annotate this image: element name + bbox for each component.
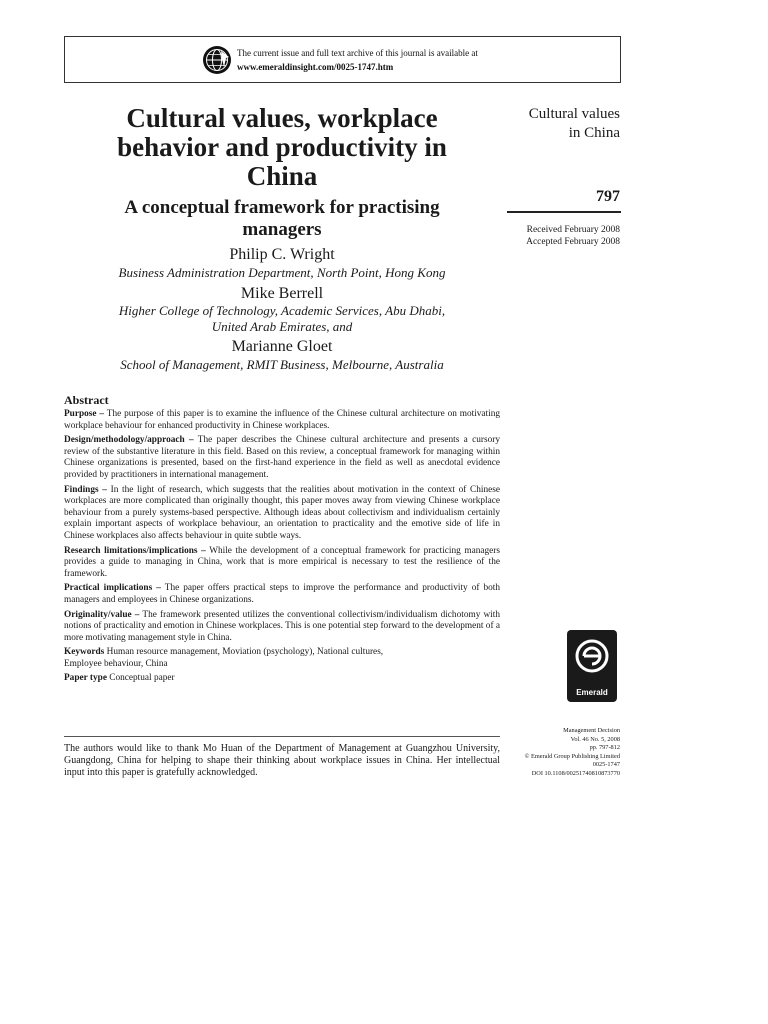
page-number: 797	[596, 188, 620, 205]
running-head-line: in China	[568, 125, 620, 141]
accepted-date: Accepted February 2008	[526, 237, 620, 247]
title-line: behavior and productivity in	[117, 132, 447, 162]
section-text: In the light of research, which suggests that the realities about motivation in the context of Chinese workplaces are more complicated than originally thought, this paper moves away from viewing Chinese workplace behaviour from a purely systems-based perspective. Although ideas about collectivism and individualism certainly explain important aspects of workplace behaviour, an orientation to practicality and the emotive side of life in Chinese workplaces also affects behaviour in quite subtle ways.	[64, 484, 500, 541]
acknowledgement-footnote: The authors would like to thank Mo Huan of the Department of Management at Guangzhou University, Guangdong, China for helping to shape their thinking about workplace issues in China. Her intellectual input into this paper is gratefully acknowledged.	[64, 743, 500, 778]
publisher: © Emerald Group Publishing Limited	[524, 752, 620, 760]
abstract-section	[64, 583, 500, 606]
section-label: Originality/value –	[64, 609, 140, 620]
abstract-body	[64, 409, 500, 688]
article-subtitle	[64, 197, 500, 241]
section-label: Design/methodology/approach –	[64, 435, 194, 446]
paper-type	[64, 673, 500, 685]
section-text: While the development of a conceptual framework for practicing managers provides a guide to managing in China, work that is more empirical is necessary to test the resilience of the framework.	[64, 545, 500, 579]
journal-name: Management Decision	[563, 727, 620, 734]
keywords-label: Keywords	[64, 647, 105, 658]
paper-type-label: Paper type	[64, 673, 107, 684]
running-head-line: Cultural values	[528, 106, 620, 122]
affiliation-line: United Arab Emirates, and	[211, 319, 353, 334]
received-date: Received February 2008	[526, 225, 620, 235]
author-name: Marianne Gloet	[231, 338, 333, 355]
banner-line: The current issue and full text archive of this journal is available at	[237, 48, 478, 58]
section-text: The paper describes the Chinese cultural architecture and presents a cursory review of the substantive literature in this field. Based on this review, a conceptual framework for managing within Chinese organizations is presented, based on the first-hand experience in the field as well as anecdotal evidence provided by practitioners in international management.	[64, 435, 500, 480]
keywords	[64, 647, 500, 670]
volume-info: Vol. 46 No. 5, 2008	[570, 735, 620, 743]
section-text: The paper offers practical steps to improve the performance and productivity of both managers and employees in Chinese organizations.	[64, 583, 501, 605]
title-line: Cultural values, workplace	[126, 103, 438, 133]
received-dates	[526, 224, 620, 248]
banner-text	[237, 46, 478, 74]
abstract-section	[64, 546, 500, 581]
section-label: Practical implications –	[64, 583, 161, 594]
subtitle-line: A conceptual framework for practising	[124, 197, 440, 218]
affiliation-line: School of Management, RMIT Business, Melbourne, Australia	[120, 357, 444, 372]
abstract-section	[64, 435, 500, 481]
title-line: China	[246, 161, 318, 191]
emerald-logo	[567, 630, 617, 702]
section-label: Findings –	[64, 484, 107, 495]
affiliation-line: Business Administration Department, North Point, Hong Kong	[118, 265, 446, 280]
running-head	[529, 105, 620, 143]
section-label: Research limitations/implications –	[64, 545, 206, 556]
author-name: Philip C. Wright	[229, 246, 335, 263]
section-text: The framework presented utilizes the conventional collectivism/individualism dichotomy with notions of practicality and emotion in Chinese workplaces. This is one potential step forward to the development of a more motivating management style in China.	[64, 609, 501, 643]
section-label: Purpose –	[64, 409, 105, 419]
doi: DOI 10.1108/00251740810873770	[531, 769, 620, 777]
affiliation-line: Higher College of Technology, Academic Services, Abu Dhabi,	[118, 303, 446, 318]
abstract-heading: Abstract	[64, 393, 109, 407]
publication-info	[525, 727, 620, 779]
author-affiliation	[64, 265, 500, 281]
sidebar-divider	[507, 211, 621, 213]
paper-type-value: Conceptual paper	[109, 673, 175, 684]
journal-url-link[interactable]: www.emeraldinsight.com/0025-1747.htm	[237, 62, 394, 72]
emerald-logo-icon	[573, 636, 611, 676]
author-affiliation	[64, 357, 500, 373]
emerald-logo-label: Emerald	[576, 688, 608, 697]
issn: 0025-1747	[592, 761, 620, 769]
abstract-section	[64, 610, 500, 645]
page-range: pp. 797-812	[589, 744, 620, 752]
globe-icon	[202, 45, 232, 75]
author-name: Mike Berrell	[240, 285, 324, 302]
abstract-section	[64, 485, 500, 543]
author-affiliation	[64, 303, 500, 335]
journal-access-banner	[64, 36, 621, 83]
keywords-text: Employee behaviour, China	[64, 658, 168, 669]
keywords-text: Human resource management, Moviation (psychology), National cultures,	[106, 647, 384, 658]
abstract-section	[64, 409, 500, 432]
section-text: The purpose of this paper is to examine the influence of the Chinese cultural architecture on motivating workplace behaviour for enhanced productivity in Chinese workplaces.	[64, 409, 501, 431]
subtitle-line: managers	[242, 219, 322, 240]
footnote-divider	[64, 736, 500, 737]
article-title	[64, 104, 500, 191]
